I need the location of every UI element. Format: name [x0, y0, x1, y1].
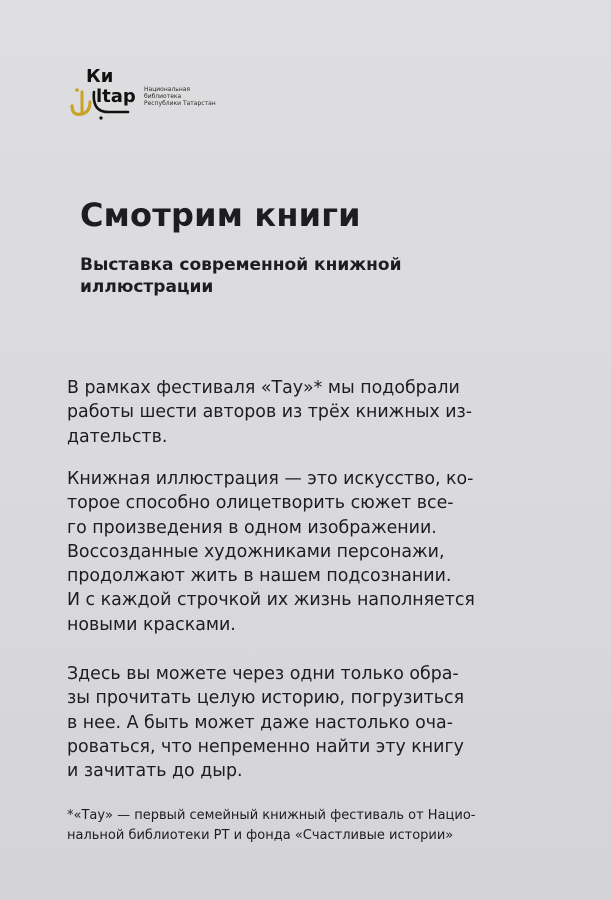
paragraph-intro: [67, 376, 545, 449]
text-line: И с каждой строчкой их жизнь наполняется: [67, 590, 475, 611]
text-line: В рамках фестиваля «Тау»* мы подобрали: [67, 378, 460, 398]
page-title: Смотрим книги: [80, 196, 361, 234]
text-line: Здесь вы можете через одни только обра-: [67, 664, 459, 684]
text-line: го произведения в одном изображении.: [67, 517, 437, 538]
paragraph-invitation: [67, 662, 545, 783]
text-line: торое способно олицетворить сюжет все-: [67, 493, 454, 514]
footnote-line: *«Тау» — первый семейный книжный фестиваль от Нацио-: [67, 808, 476, 823]
logo-mark-line2: ltap: [96, 86, 136, 107]
logo-caption: [144, 86, 216, 107]
footnote: [67, 806, 547, 846]
logo-caption-line: Национальная: [144, 86, 191, 93]
text-line: дательств.: [67, 426, 168, 447]
logo-caption-line: библиотека: [144, 93, 182, 100]
text-line: роваться, что непременно найти эту книгу: [67, 736, 464, 757]
page-subtitle: Выставка современной книжной иллюстрации: [80, 255, 402, 297]
library-logo: [68, 62, 228, 122]
text-line: работы шести авторов из трёх книжных из-: [67, 402, 473, 423]
text-line: и зачитать до дыр.: [67, 761, 243, 782]
footnote-line: нальной библиотеки РТ и фонда «Счастливые истории»: [67, 828, 454, 843]
paragraph-illustration: [67, 467, 545, 637]
text-line: Книжная иллюстрация — это искусство, ко-: [67, 469, 474, 489]
text-line: продолжают жить в нашем подсознании.: [67, 566, 452, 587]
text-line: зы прочитать целую историю, погрузиться: [67, 688, 465, 709]
logo-mark-line1: Ки: [86, 66, 114, 87]
kitap-logo-mark: [68, 62, 140, 120]
text-line: в нее. А быть может даже настолько оча-: [67, 712, 453, 733]
text-line: Воссозданные художниками персонажи,: [67, 541, 445, 562]
text-line: новыми красками.: [67, 614, 236, 635]
logo-caption-line: Республики Татарстан: [144, 100, 216, 107]
